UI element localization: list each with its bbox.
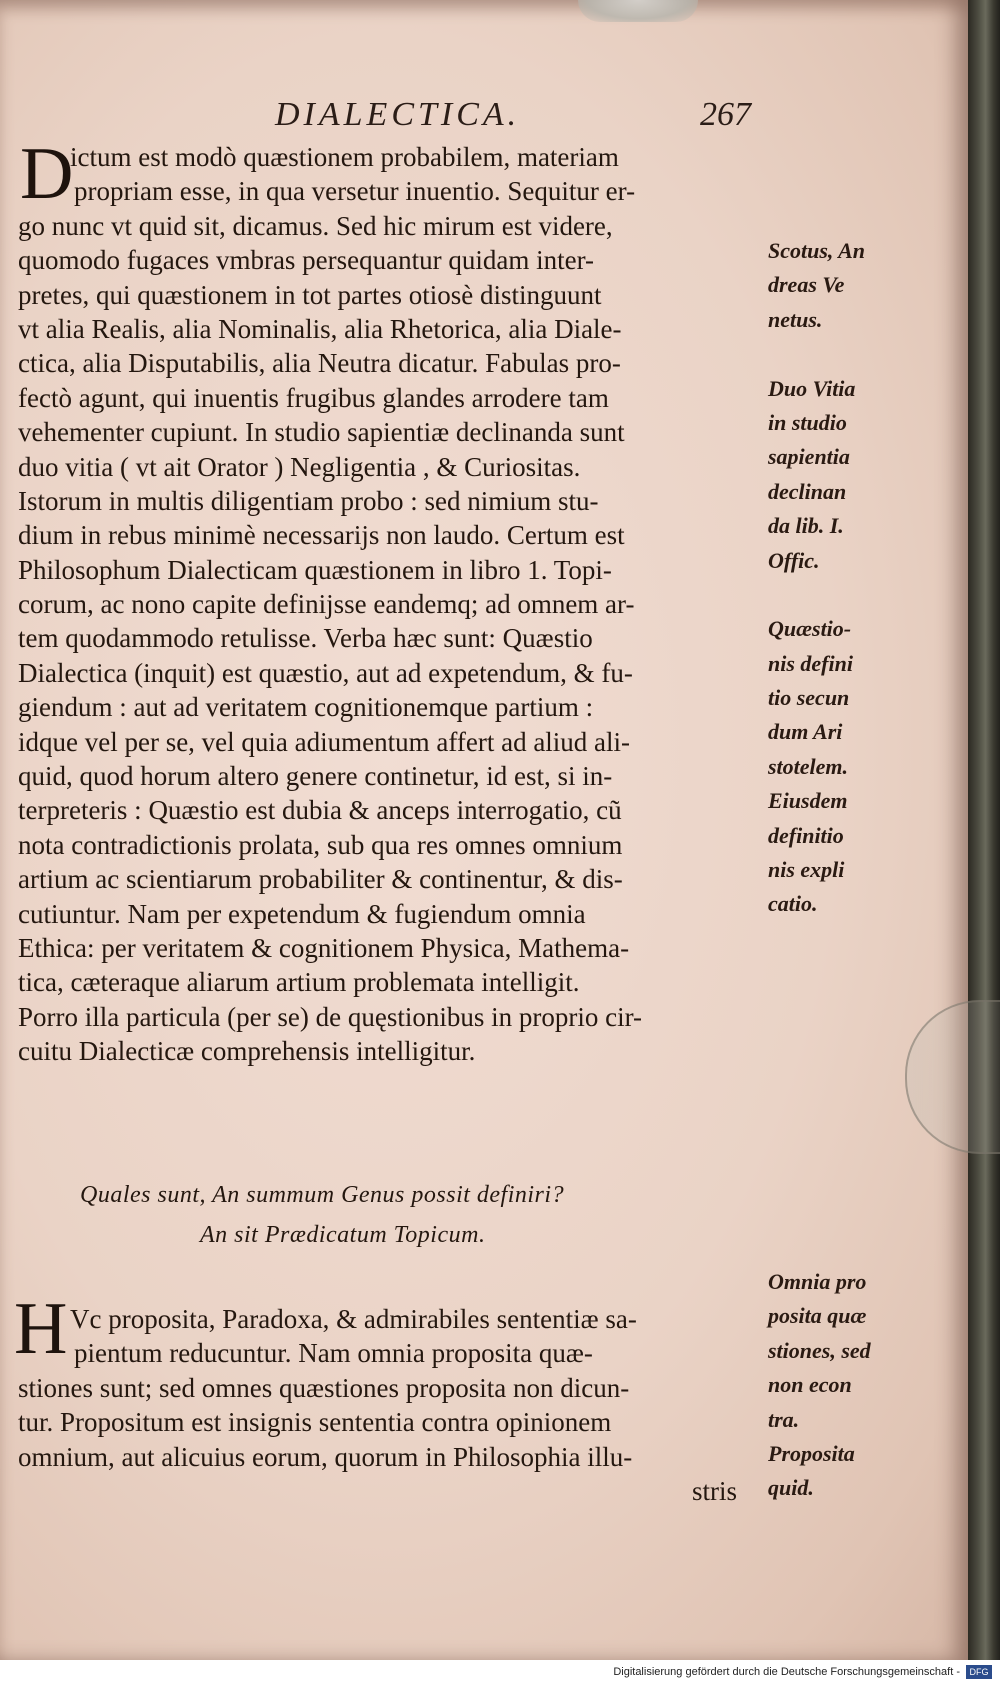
marginal-note-line: Offic.	[768, 547, 820, 573]
marginal-note-line: in studio	[768, 409, 847, 435]
text-line: stiones sunt; sed omnes quæstiones proposita non dicun-	[18, 1372, 630, 1403]
text-line: tica, cæteraque aliarum artium problemata intelligit.	[18, 967, 580, 998]
text-line: pretes, qui quæstionem in tot partes otiosè distinguunt	[18, 279, 602, 310]
marginal-note-line: Omnia pro	[768, 1269, 867, 1294]
marginal-note-line: stotelem.	[768, 753, 849, 779]
text-line: quid, quod horum altero genere continetur, id est, si in-	[18, 761, 613, 792]
text-line: go nunc vt quid sit, dicamus. Sed hic mirum est videre,	[18, 210, 613, 241]
text-line: propriam esse, in qua versetur inuentio. Sequitur er-	[74, 176, 636, 207]
marginal-note-line: Quæstio-	[768, 616, 852, 642]
page-number: 267	[700, 96, 751, 133]
marginal-note-line: Eiusdem	[768, 788, 848, 814]
text-line: nota contradictionis prolata, sub qua res omnes omnium	[18, 829, 623, 860]
text-line: quomodo fugaces vmbras persequantur quidam inter-	[18, 245, 595, 276]
catchword: stris	[692, 1475, 738, 1506]
text-line: pientum reducuntur. Nam omnia proposita quæ-	[74, 1338, 593, 1369]
text-line: dium in rebus minimè necessarijs non laudo. Certum est	[18, 520, 625, 551]
marginal-note-line: Scotus, An	[768, 238, 866, 263]
drop-cap-h: H	[14, 1288, 68, 1370]
text-line: omnium, aut alicuius eorum, quorum in Philosophia illu-	[18, 1441, 633, 1472]
text-line: cutiuntur. Nam per expetendum & fugiendum omnia	[18, 898, 586, 929]
marginal-note-line	[768, 578, 865, 612]
text-line: Philosophum Dialecticam quæstionem in libro 1. Topi-	[18, 554, 612, 585]
marginal-note-line: Proposita	[768, 1440, 855, 1466]
marginal-notes-2	[768, 1265, 871, 1506]
page-clip-top	[578, 0, 698, 22]
marginal-note-line: declinan	[768, 478, 847, 504]
text-line: duo vitia ( vt ait Orator ) Negligentia , & Curiositas.	[18, 451, 581, 482]
text-line: tem quodammodo retulisse. Verba hæc sunt: Quæstio	[18, 623, 593, 654]
text-line: giendum : aut ad veritatem cognitionemque partium :	[18, 692, 594, 723]
text-line: terpreteris : Quæstio est dubia & anceps interrogatio, cũ	[18, 795, 622, 826]
text-line: corum, ac nono capite definijsse eandemq; ad omnem ar-	[18, 589, 635, 620]
section-heading-line-1: Quales sunt, An summum Genus possit definiri?	[80, 1182, 565, 1208]
text-line: Porro illa particula (per se) de quęstionibus in proprio cir-	[18, 1001, 643, 1032]
book-edge	[968, 0, 1000, 1660]
text-line: Istorum in multis diligentiam probo : sed nimium stu-	[18, 485, 599, 516]
text-line: artium ac scientiarum probabiliter & continentur, & dis-	[18, 864, 623, 895]
marginal-note-line: tio secun	[768, 685, 850, 711]
text-line: idque vel per se, vel quia adiumentum affert ad aliud ali-	[18, 726, 631, 757]
drop-cap-d: D	[20, 133, 74, 215]
text-line: tur. Propositum est insignis sententia contra opinionem	[18, 1407, 612, 1438]
marginal-note-line: stiones, sed	[768, 1337, 871, 1363]
marginal-note-line: quid.	[768, 1475, 814, 1501]
marginal-note-line: Duo Vitia	[768, 375, 856, 401]
text-line: Dialectica (inquit) est quæstio, aut ad expetendum, & fu-	[18, 657, 633, 688]
marginal-note-line: nis defini	[768, 650, 853, 676]
running-title: DIALECTICA.	[275, 96, 521, 133]
section-heading-line-2: An sit Prædicatum Topicum.	[200, 1222, 486, 1248]
text-line: cuitu Dialecticæ comprehensis intelligitur.	[18, 1036, 476, 1067]
marginal-note-line: sapientia	[768, 444, 850, 470]
marginal-note-line: dum Ari	[768, 719, 843, 745]
marginal-note-line: nis expli	[768, 857, 845, 883]
marginal-note-line: da lib. I.	[768, 513, 844, 539]
text-line: ctica, alia Disputabilis, alia Neutra dicatur. Fabulas pro-	[18, 348, 621, 379]
text-line: vehementer cupiunt. In studio sapientiæ declinanda sunt	[18, 417, 625, 448]
paragraph-2	[18, 1302, 778, 1508]
text-line: fectò agunt, qui inuentis frugibus glandes arrodere tam	[18, 382, 609, 413]
marginal-note-line: dreas Ve	[768, 272, 845, 298]
text-line: ictum est modò quæstionem probabilem, materiam	[70, 142, 619, 172]
dfg-logo: DFG	[966, 1665, 992, 1679]
marginal-note-line: definitio	[768, 822, 844, 848]
text-line: vt alia Realis, alia Nominalis, alia Rhetorica, alia Diale-	[18, 313, 622, 344]
footer-credit: Digitalisierung gefördert durch die Deutsche Forschungsgemeinschaft -	[613, 1666, 960, 1678]
footer	[0, 1660, 1000, 1687]
text-line: Vc proposita, Paradoxa, & admirabiles sententiæ sa-	[70, 1304, 637, 1334]
marginal-notes-1	[768, 234, 865, 922]
marginal-note-line: netus.	[768, 306, 823, 332]
marginal-note-line: posita quæ	[768, 1303, 867, 1329]
marginal-note-line: catio.	[768, 891, 818, 917]
marginal-note-line: non econ	[768, 1372, 852, 1398]
page-header	[275, 96, 795, 146]
marginal-note-line: tra.	[768, 1406, 800, 1432]
marginal-note-line	[768, 337, 865, 371]
text-line: Ethica: per veritatem & cognitionem Physica, Mathema-	[18, 932, 630, 963]
paragraph-1	[18, 140, 778, 1069]
